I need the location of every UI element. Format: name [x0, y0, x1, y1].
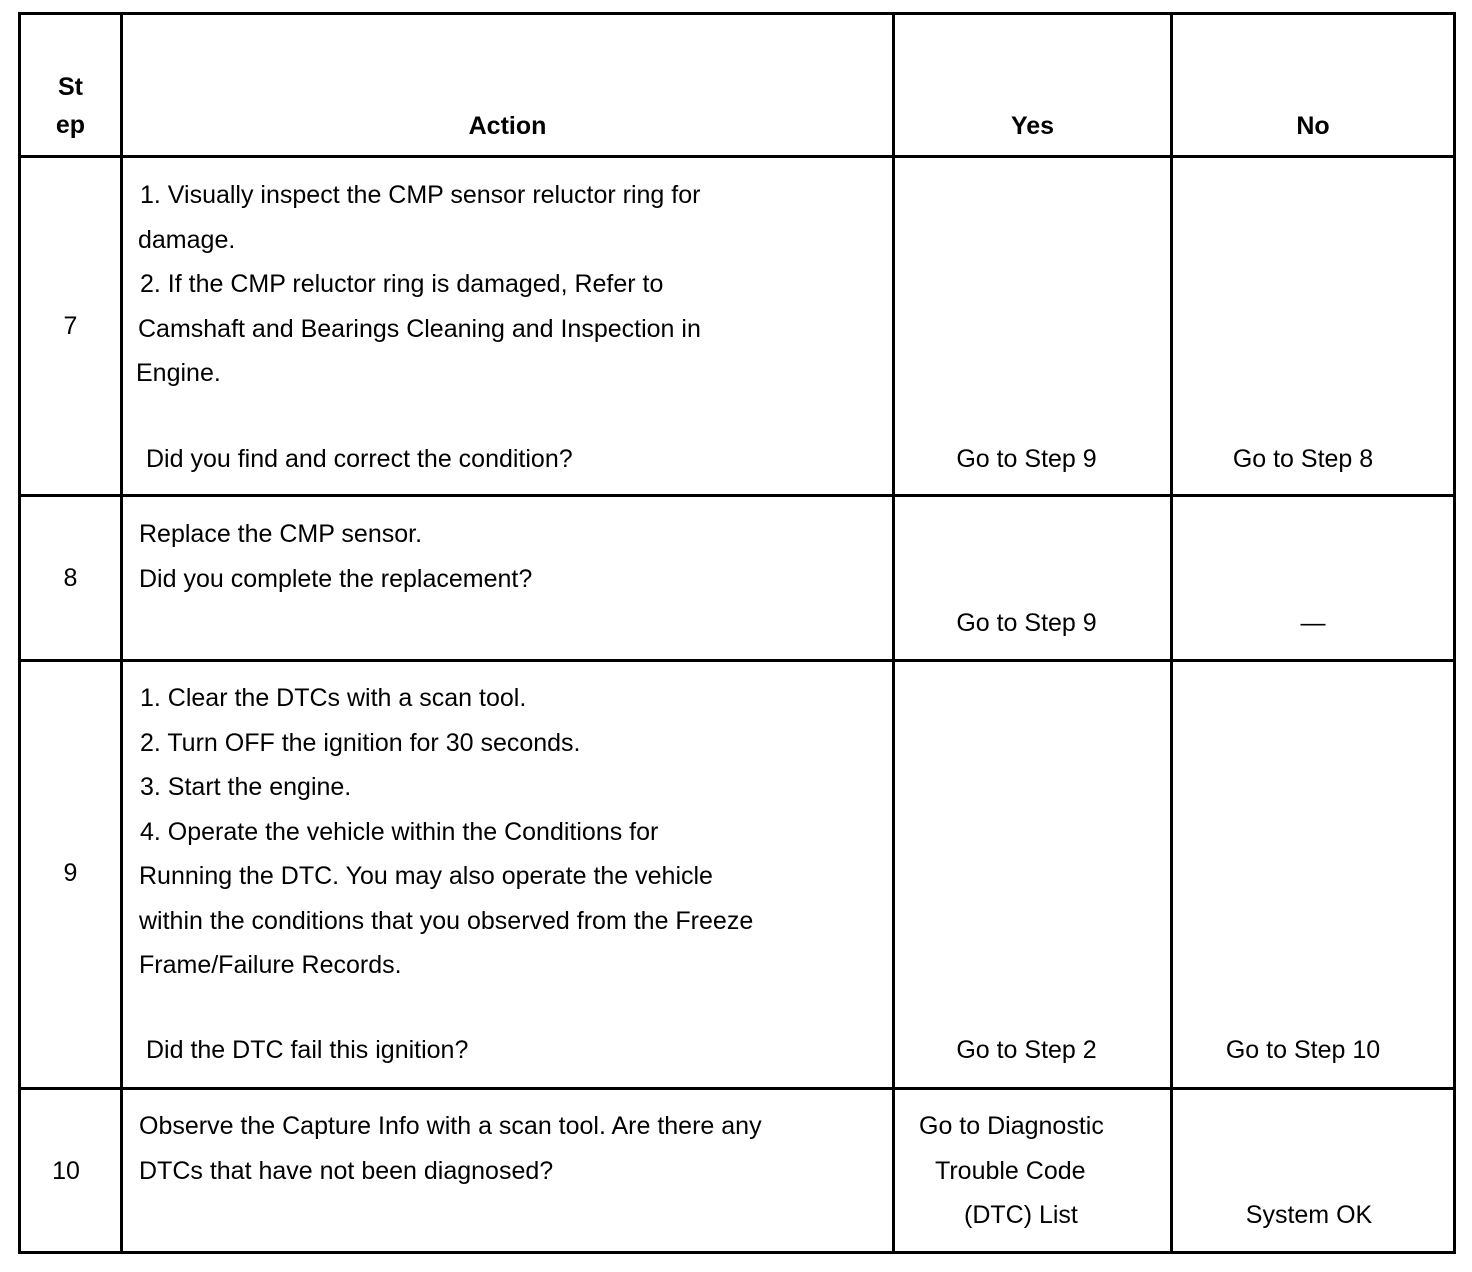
no-result: System OK — [1245, 1201, 1373, 1229]
step-number: 8 — [63, 564, 78, 592]
action-line: DTCs that have not been diagnosed? — [139, 1156, 554, 1185]
yes-result-line: Trouble Code — [935, 1156, 1086, 1185]
action-text — [138, 173, 701, 396]
action-text — [139, 512, 532, 601]
step-number: 10 — [52, 1157, 80, 1185]
action-line: 1. Clear the DTCs with a scan tool. — [140, 684, 527, 712]
action-line: Did you complete the replacement? — [139, 564, 533, 593]
yes-result: Go to Step 2 — [956, 1036, 1097, 1064]
action-line: 4. Operate the vehicle within the Conditions for — [140, 817, 659, 846]
action-text — [139, 676, 753, 988]
action-line: Camshaft and Bearings Cleaning and Inspection in — [138, 314, 701, 343]
header-step-line1: St — [58, 73, 83, 101]
action-line: damage. — [138, 225, 236, 254]
step-number: 7 — [63, 312, 78, 340]
step-number: 9 — [63, 859, 78, 887]
row-divider — [18, 1087, 1456, 1090]
yes-result-line: (DTC) List — [964, 1201, 1078, 1229]
no-result: — — [1300, 609, 1326, 637]
table-border-left — [18, 12, 21, 1254]
no-result: Go to Step 8 — [1232, 445, 1374, 473]
action-line: 2. If the CMP reluctor ring is damaged, Refer to — [140, 270, 664, 298]
yes-result: Go to Step 9 — [956, 609, 1097, 637]
table-border-top — [18, 12, 1456, 15]
action-line: within the conditions that you observed from the Freeze — [139, 906, 754, 935]
header-no: No — [1296, 112, 1330, 140]
action-line: 2. Turn OFF the ignition for 30 seconds. — [140, 728, 581, 757]
header-action: Action — [468, 112, 547, 140]
column-divider — [120, 12, 123, 1254]
row-divider — [18, 659, 1456, 662]
header-step — [21, 68, 120, 144]
action-line: Running the DTC. You may also operate the vehicle — [139, 862, 713, 890]
no-result: Go to Step 10 — [1225, 1036, 1381, 1064]
yes-result — [895, 1104, 1170, 1238]
action-line: Engine. — [136, 359, 221, 387]
row-divider — [18, 494, 1456, 497]
yes-result: Go to Step 9 — [956, 445, 1097, 473]
action-line: 3. Start the engine. — [140, 773, 352, 801]
header-yes: Yes — [1010, 112, 1055, 140]
action-line: Replace the CMP sensor. — [139, 520, 423, 548]
yes-result-line: Go to Diagnostic — [919, 1112, 1104, 1140]
row-divider — [18, 155, 1456, 158]
action-line: 1. Visually inspect the CMP sensor reluctor ring for — [140, 181, 701, 209]
action-line: Observe the Capture Info with a scan tool. Are there any — [139, 1112, 762, 1140]
table-border-bottom — [18, 1251, 1456, 1254]
question-text: Did you find and correct the condition? — [146, 445, 573, 473]
action-line: Frame/Failure Records. — [139, 951, 402, 979]
action-text — [139, 1104, 762, 1193]
header-step-line2: ep — [55, 111, 86, 139]
question-text: Did the DTC fail this ignition? — [146, 1036, 469, 1064]
table-border-right — [1453, 12, 1456, 1254]
diagnostic-table — [18, 12, 1456, 1254]
